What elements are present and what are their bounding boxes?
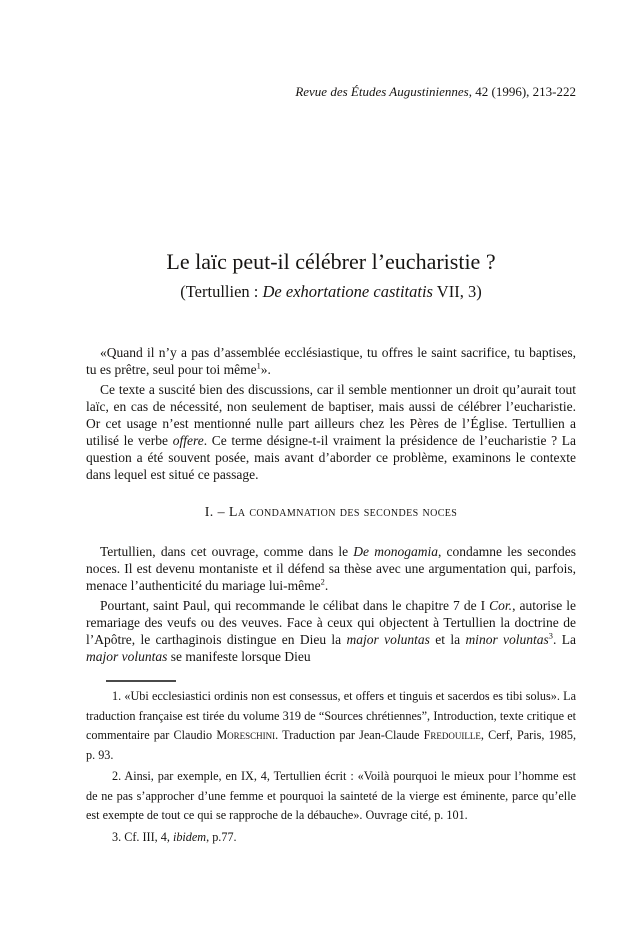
footnote-2: 2. Ainsi, par exemple, en IX, 4, Tertullien écrit : «Voilà pourquoi le mieux pour l’homme est de ne pas s’approcher d’une femme et pourquoi la sainteté de la vierge est éminente, parce qu’elle est exempte de tout ce qui se rapproche de la débauche». Ouvrage cité, p. 101.: [86, 769, 576, 822]
footnote-3: 3. Cf. III, 4, ibidem, p.77.: [112, 829, 237, 844]
article-subtitle: (Tertullien : De exhortatione castitatis VII, 3): [180, 282, 482, 301]
footnote-1: 1. «Ubi ecclesiastici ordinis non est consessus, et offers et tinguis et sacerdos es tibi solus». La traduction française est tirée du volume 319 de “Sources chrétiennes”, Introduction, texte critique et commentaire par Claudio Moreschini. Traduction par Jean-Claude Fredouille, Cerf, Paris, 1985, p. 93.: [86, 689, 577, 762]
paragraph-section1-first: Tertullien, dans cet ouvrage, comme dans le De monogamia, condamne les secondes noces. Il est devenu montaniste et il défend sa thèse avec une argumentation qui, parfois, menace l’authenticité du mariage lui-même$^2$.: [86, 544, 576, 593]
running-head: Revue des Études Augustiniennes, 42 (1996), 213-222: [295, 84, 576, 99]
article-title: Le laïc peut-il célébrer l’eucharistie ?: [166, 249, 496, 274]
footnote-separator-rule: [106, 680, 176, 682]
section-heading-1: I. – La condamnation des secondes noces: [204, 505, 458, 520]
article-body: [86, 344, 576, 665]
paragraph-section1-second: Pourtant, saint Paul, qui recommande le célibat dans le chapitre 7 de I Cor., autorise le remariage des veufs ou des veuves. Face à ceux qui objectent à Tertullien la doctrine de l’Apôtre, le carthaginois distingue en Dieu la major voluntas et la minor voluntas$^3$. La major voluntas se manifeste lorsque Dieu: [86, 598, 576, 664]
footnotes-block: [86, 680, 576, 849]
paragraph-introduction: Ce texte a suscité bien des discussions, car il semble mentionner un droit qu’aurait tout laïc, en cas de nécessité, non seulement de baptiser, mais aussi de célébrer l’eucharistie. Or cet usage n’est mentionné nulle part ailleurs chez les Pères de l’Église. Tertullien a utilisé le verbe offere. Ce terme désigne-t-il vraiment la présidence de l’eucharistie ? La question a été souvent posée, mais avant d’aborder ce problème, examinons le contexte dans lequel est situé ce passage.: [86, 382, 576, 482]
paragraph-quote-epigraph: «Quand il n’y a pas d’assemblée ecclésiastique, tu offres le saint sacrifice, tu baptises, tu es prêtre, seul pour toi même$^1$».: [86, 345, 576, 377]
